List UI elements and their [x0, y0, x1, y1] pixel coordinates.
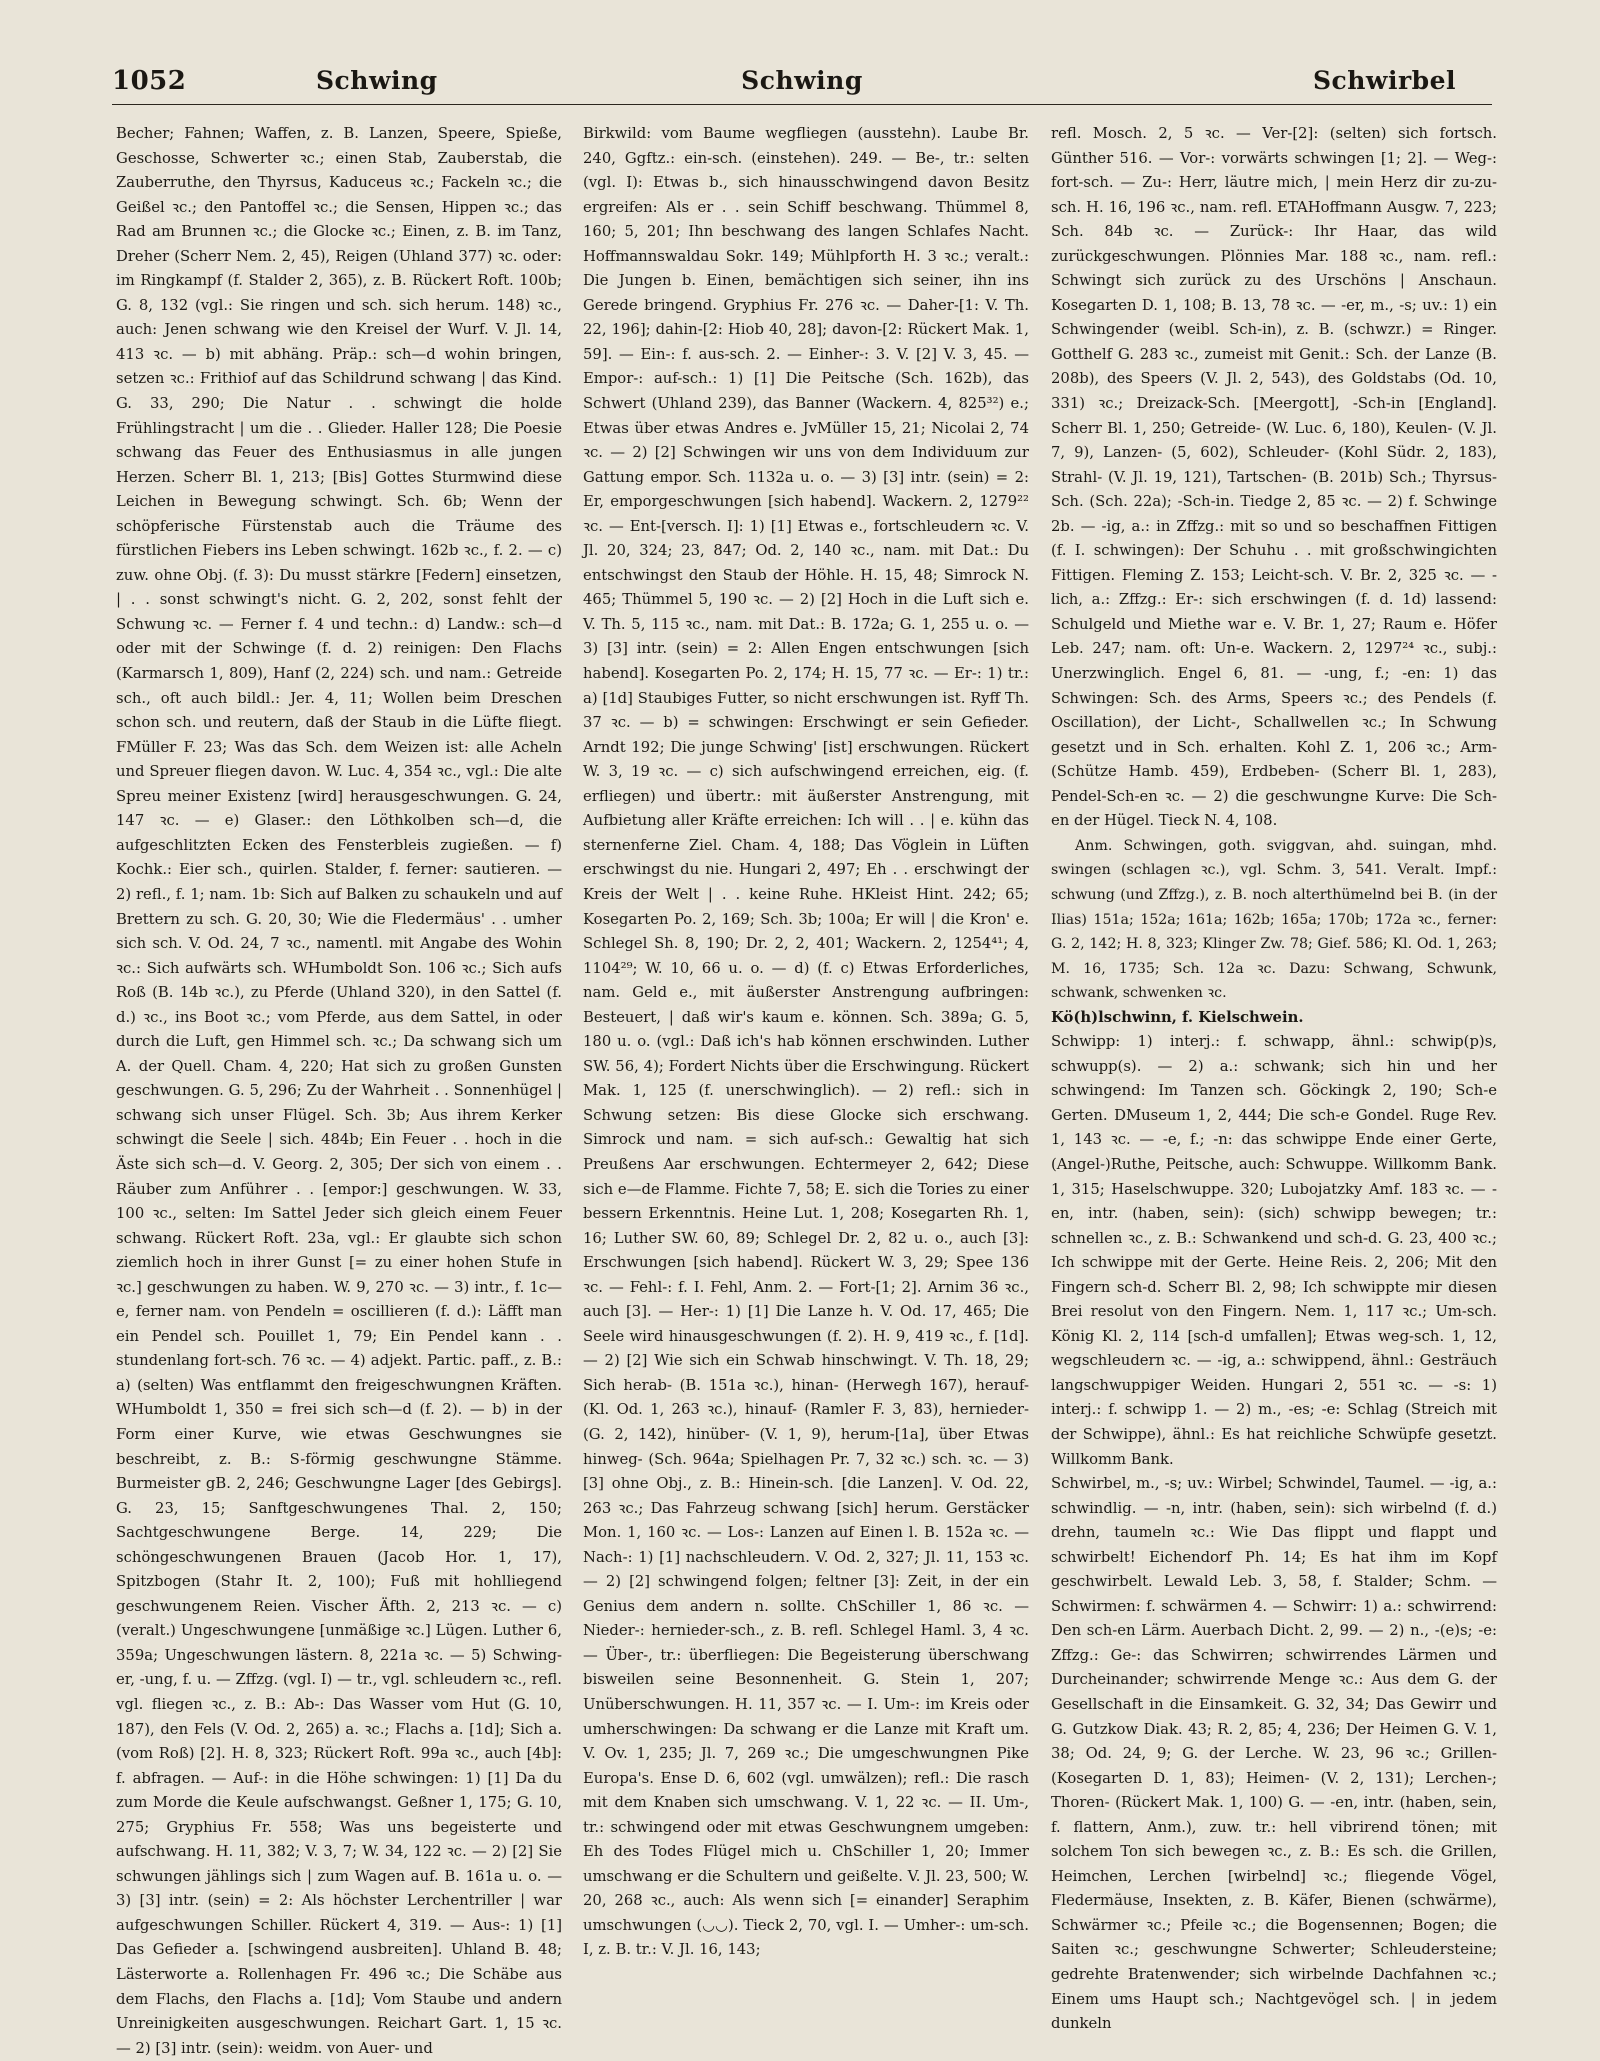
- column-3-entry-schwing-cont: refl. Mosch. 2, 5 ꝛc. — Ver-[2]: (selten) sich fortsch. Günther 516. — Vor-: vorwärts schwingen [1; 2]. — Weg-: fort-sch. — Zu-: Herr, läutre mich, | mein Herz dir zu-zu-sch. H. 16, 196 ꝛc., nam. refl. ETAHoffmann Ausgw. 7, 223; Sch. 84b ꝛc. — Zurück-: Ihr Haar, das wild zurückgeschwungen. Plönnies Mar. 188 ꝛc., nam. refl.: Schwingt sich zurück zu des Urschöns | Anschaun. Kosegarten D. 1, 108; B. 13, 78 ꝛc. — -er, m., -s; uv.: 1) ein Schwingender (weibl. Sch-in), z. B. (schwzr.) = Ringer. Gotthelf G. 283 ꝛc., zumeist mit Genit.: Sch. der Lanze (B. 208b), des Speers (V. Jl. 2, 543), des Goldstabs (Od. 10, 331) ꝛc.; Dreizack-Sch. [Meergott], -Sch-in [England]. Scherr Bl. 1, 250; Getreide- (W. Luc. 6, 180), Keulen- (V. Jl. 7, 9), Lanzen- (5, 602), Schleuder- (Kohl Südr. 2, 183), Strahl- (V. Jl. 19, 121), Tartschen- (B. 201b) Sch.; Thyrsus-Sch. (Sch. 22a); -Sch-in. Tiedge 2, 85 ꝛc. — 2) f. Schwinge 2b. — -ig, a.: in Zffzg.: mit so und so beschaffnen Fittigen (f. I. schwingen): Der Schuhu . . mit großschwingichten Fittigen. Fleming Z. 153; Leicht-sch. V. Br. 2, 325 ꝛc. — -lich, a.: Zffzg.: Er-: sich erschwingen (f. d. 1d) lassend: Schulgeld und Miethe war e. V. Br. 1, 27; Raum e. Höfer Leb. 247; nam. oft: Un-e. Wackern. 2, 1297²⁴ ꝛc., subj.: Unerzwinglich. Engel 6, 81. — -ung, f.; -en: 1) das Schwingen: Sch. des Arms, Speers ꝛc.; des Pendels (f. Oscillation), der Licht-, Schallwellen ꝛc.; In Schwung gesetzt und in Sch. erhalten. Kohl Z. 1, 206 ꝛc.; Arm- (Schütze Hamb. 459), Erdbeben- (Scherr Bl. 1, 283), Pendel-Sch-en ꝛc. — 2) die geschwungne Kurve: Die Sch-en der Hügel. Tieck N. 4, 108.: [1051, 125, 1497, 830]
- column-2: [583, 122, 1029, 2012]
- header-right-word: Schwirbel: [1312, 66, 1456, 95]
- column-1: [116, 122, 562, 2057]
- column-3: [1051, 122, 1497, 2033]
- column-3-entry-schwirbel: Schwirbel, m., -s; uv.: Wirbel; Schwindel, Taumel. — -ig, a.: schwindlig. — -n, intr. (haben, sein): sich wirbelnd (f. d.) drehn, taumeln ꝛc.: Wie Das flippt und flappt und schwirbelt! Eichendorf Ph. 14; Es hat ihm im Kopf geschwirbelt. Lewald Leb. 3, 58, f. Stalder; Schm. — Schwirmen: f. schwärmen 4. — Schwirr: 1) a.: schwirrend: Den sch-en Lärm. Auerbach Dicht. 2, 99. — 2) n., -(e)s; -e: Zffzg.: Ge-: das Schwirren; schwirrendes Lärmen und Durcheinander; schwirrende Menge ꝛc.: Aus dem G. der Gesellschaft in die Einsamkeit. G. 32, 34; Das Gewirr und G. Gutzkow Diak. 43; R. 2, 85; 4, 236; Der Heimen G. V. 1, 38; Od. 24, 9; G. der Lerche. W. 23, 96 ꝛc.; Grillen- (Kosegarten D. 1, 83); Heimen- (V. 2, 131); Lerchen-; Thoren- (Rückert Mak. 1, 100) G. — -en, intr. (haben, sein, f. flattern, Anm.), zuw. tr.: hell vibrirend tönen; mit solchem Ton sich bewegen ꝛc., z. B.: Es sch. die Grillen, Heimchen, Lerchen [wirbelnd] ꝛc.; fliegende Vögel, Fledermäuse, Insekten, z. B. Käfer, Bienen (schwärme), Schwärmer ꝛc.; Pfeile ꝛc.; die Bogensennen; Bogen; die Saiten ꝛc.; geschwungne Schwerter; Schleudersteine; gedrehte Bratenwender; sich wirbelnde Dachfahnen ꝛc.; Einem ums Haupt sch.; Nachtgevögel sch. | in jedem dunkeln: [1051, 1475, 1497, 2033]
- page-number: 1052: [112, 66, 187, 96]
- column-3-entry-koelschwinn: Kö(h)lschwinn, f. Kielschwein.: [1051, 1008, 1304, 1026]
- running-header: [112, 66, 1492, 100]
- column-2-text: Birkwild: vom Baume wegfliegen (ausstehn). Laube Br. 240, Ggftz.: ein-sch. (einstehen). 249. — Be-, tr.: selten (vgl. I): Etwas b., sich hinausschwingend davon Besitz ergreifen: Als er . . sein Schiff beschwang. Thümmel 8, 160; 5, 201; Ihn beschwang des langen Schlafes Nacht. Hoffmannswaldau Sokr. 149; Mühlpforth H. 3 ꝛc.; veralt.: Die Jungen b. Einen, bemächtigen sich seiner, ihn ins Gerede bringend. Gryphius Fr. 276 ꝛc. — Daher-[1: V. Th. 22, 196]; dahin-[2: Hiob 40, 28]; davon-[2: Rückert Mak. 1, 59]. — Ein-: f. aus-sch. 2. — Einher-: 3. V. [2] V. 3, 45. — Empor-: auf-sch.: 1) [1] Die Peitsche (Sch. 162b), das Schwert (Uhland 239), das Banner (Wackern. 4, 825³²) e.; Etwas über etwas Andres e. JvMüller 15, 21; Nicolai 2, 74 ꝛc. — 2) [2] Schwingen wir uns von dem Individuum zur Gattung empor. Sch. 1132a u. o. — 3) [3] intr. (sein) = 2: Er, emporgeschwungen [sich habend]. Wackern. 2, 1279²² ꝛc. — Ent-[versch. I]: 1) [1] Etwas e., fortschleudern ꝛc. V. Jl. 20, 324; 23, 847; Od. 2, 140 ꝛc., nam. mit Dat.: Du entschwingst den Staub der Höhle. H. 15, 48; Simrock N. 465; Thümmel 5, 190 ꝛc. — 2) [2] Hoch in die Luft sich e. V. Th. 5, 115 ꝛc., nam. mit Dat.: B. 172a; G. 1, 255 u. o. — 3) [3] intr. (sein) = 2: Allen Engen entschwungen [sich habend]. Kosegarten Po. 2, 174; H. 15, 77 ꝛc. — Er-: 1) tr.: a) [1d] Staubiges Futter, so nicht erschwungen ist. Ryff Th. 37 ꝛc. — b) = schwingen: Erschwingt er sein Gefieder. Arndt 192; Die junge Schwing' [ist] erschwungen. Rückert W. 3, 19 ꝛc. — c) sich aufschwingend erreichen, eig. (f. erfliegen) und übertr.: mit äußerster Anstrengung, mit Aufbietung aller Kräfte erreichen: Ich will . . | e. kühn das sternenferne Ziel. Cham. 4, 188; Das Vöglein in Lüften erschwingst du nie. Hungari 2, 497; Eh . . erschwingt der Kreis der Welt | . . keine Ruhe. HKleist Hint. 242; 65; Kosegarten Po. 2, 169; Sch. 3b; 100a; Er will | die Kron' e. Schlegel Sh. 8, 190; Dr. 2, 2, 401; Wackern. 2, 1254⁴¹; 4, 1104²⁹; W. 10, 66 u. o. — d) (f. c) Etwas Erforderliches, nam. Geld e., mit äußerster Anstrengung aufbringen: Besteuert, | daß wir's kaum e. können. Sch. 389a; G. 5, 180 u. o. (vgl.: Daß ich's hab können erschwinden. Luther SW. 56, 4); Fordert Nichts über die Erschwingung. Rückert Mak. 1, 125 (f. unerschwinglich). — 2) refl.: sich in Schwung setzen: Bis diese Glocke sich erschwang. Simrock und nam. = sich auf-sch.: Gewaltig hat sich Preußens Aar erschwungen. Echtermeyer 2, 642; Diese sich e—de Flamme. Fichte 7, 58; E. sich die Tories zu einer bessern Erkenntnis. Heine Lut. 1, 208; Kosegarten Rh. 1, 16; Luther SW. 60, 89; Schlegel Dr. 2, 82 u. o., auch [3]: Erschwungen [sich habend]. Rückert W. 3, 29; Spee 136 ꝛc. — Fehl-: f. I. Fehl, Anm. 2. — Fort-[1; 2]. Arnim 36 ꝛc., auch [3]. — Her-: 1) [1] Die Lanze h. V. Od. 17, 465; Die Seele wird hinausgeschwungen (f. 2). H. 9, 419 ꝛc., f. [1d]. — 2) [2] Wie sich ein Schwab hinschwingt. V. Th. 18, 29; Sich herab- (B. 151a ꝛc.), hinan- (Herwegh 167), herauf- (Kl. Od. 1, 263 ꝛc.), hinauf- (Ramler F. 3, 83), hernieder- (G. 2, 142), hinüber- (V. 1, 9), herum-[1a], über Etwas hinweg- (Sch. 964a; Spielhagen Pr. 7, 32 ꝛc.) sch. ꝛc. — 3) [3] ohne Obj., z. B.: Hinein-sch. [die Lanzen]. V. Od. 22, 263 ꝛc.; Das Fahrzeug schwang [sich] herum. Gerstäcker Mon. 1, 160 ꝛc. — Los-: Lanzen auf Einen l. B. 152a ꝛc. — Nach-: 1) [1] nachschleudern. V. Od. 2, 327; Jl. 11, 153 ꝛc. — 2) [2] schwingend folgen; feltner [3]: Zeit, in der ein Genius dem andern n. sollte. ChSchiller 1, 86 ꝛc. — Nieder-: hernieder-sch., z. B. refl. Schlegel Haml. 3, 4 ꝛc. — Über-, tr.: überfliegen: Die Begeisterung überschwang bisweilen seine Besonnenheit. G. Stein 1, 207; Unüberschwungen. H. 11, 357 ꝛc. — I. Um-: im Kreis oder umherschwingen: Da schwang er die Lanze mit Kraft um. V. Ov. 1, 235; Jl. 7, 269 ꝛc.; Die umgeschwungnen Pike Europa's. Ense D. 6, 602 (vgl. umwälzen); refl.: Die rasch mit dem Knaben sich umschwang. V. 1, 22 ꝛc. — II. Um-, tr.: schwingend oder mit etwas Geschwungnem umgeben: Eh des Todes Flügel mich u. ChSchiller 1, 20; Immer umschwang er die Schultern und geißelte. V. Jl. 23, 500; W. 20, 268 ꝛc., auch: Als wenn sich [= einander] Seraphim umschwungen (◡◡). Tieck 2, 70, vgl. I. — Umher-: um-sch. I, z. B. tr.: V. Jl. 16, 143;: [583, 125, 1029, 1959]
- header-left-word: Schwing: [316, 66, 438, 95]
- column-3-anm-note: Anm. Schwingen, goth. sviggvan, ahd. suingan, mhd. swingen (schlagen ꝛc.), vgl. Schm. 3, 541. Veralt. Impf.: schwung (und Zffzg.), z. B. noch alterthümelnd bei B. (in der Ilias) 151a; 152a; 161a; 162b; 165a; 170b; 172a ꝛc., ferner: G. 2, 142; H. 8, 323; Klinger Zw. 78; Gief. 586; Kl. Od. 1, 263; M. 16, 1735; Sch. 12a ꝛc. Dazu: Schwang, Schwunk, schwank, schwenken ꝛc.: [1051, 837, 1497, 1002]
- column-1-text: Becher; Fahnen; Waffen, z. B. Lanzen, Speere, Spieße, Geschosse, Schwerter ꝛc.; einen Stab, Zauberstab, die Zauberruthe, den Thyrsus, Kaduceus ꝛc.; Fackeln ꝛc.; die Geißel ꝛc.; den Pantoffel ꝛc.; die Sensen, Hippen ꝛc.; das Rad am Brunnen ꝛc.; die Glocke ꝛc.; Einen, z. B. im Tanz, Dreher (Scherr Nem. 2, 45), Reigen (Uhland 377) ꝛc. oder: im Ringkampf (f. Stalder 2, 365), z. B. Rückert Roft. 100b; G. 8, 132 (vgl.: Sie ringen und sch. sich herum. 148) ꝛc., auch: Jenen schwang wie den Kreisel der Wurf. V. Jl. 14, 413 ꝛc. — b) mit abhäng. Präp.: sch—d wohin bringen, setzen ꝛc.: Frithiof auf das Schildrund schwang | das Kind. G. 33, 290; Die Natur . . schwingt die holde Frühlingstracht | um die . . Glieder. Haller 128; Die Poesie schwang das Feuer des Enthusiasmus in alle jungen Herzen. Scherr Bl. 1, 213; [Bis] Gottes Sturmwind diese Leichen in Bewegung schwingt. Sch. 6b; Wenn der schöpferische Fürstenstab auch die Träume des fürstlichen Fiebers ins Leben schwingt. 162b ꝛc., f. 2. — c) zuw. ohne Obj. (f. 3): Du musst stärkre [Federn] einsetzen, | . . sonst schwingt's nicht. G. 2, 202, sonst fehlt der Schwung ꝛc. — Ferner f. 4 und techn.: d) Landw.: sch—d oder mit der Schwinge (f. d. 2) reinigen: Den Flachs (Karmarsch 1, 809), Hanf (2, 224) sch. und nam.: Getreide sch., oft auch bildl.: Jer. 4, 11; Wollen beim Dreschen schon sch. und reutern, daß der Staub in die Lüfte fliegt. FMüller F. 23; Was das Sch. dem Weizen ist: alle Acheln und Spreuer fliegen davon. W. Luc. 4, 354 ꝛc., vgl.: Die alte Spreu meiner Existenz [wird] herausgeschwungen. G. 24, 147 ꝛc. — e) Glaser.: den Löthkolben sch—d, die aufgeschlitzten Ecken des Fensterbleis zugießen. — f) Kochk.: Eier sch., quirlen. Stalder, f. ferner: sautieren. — 2) refl., f. 1; nam. 1b: Sich auf Balken zu schaukeln und auf Brettern zu sch. G. 20, 30; Wie die Fledermäus' . . umher sich sch. V. Od. 24, 7 ꝛc., namentl. mit Angabe des Wohin ꝛc.: Sich aufwärts sch. WHumboldt Son. 106 ꝛc.; Sich aufs Roß (B. 14b ꝛc.), zu Pferde (Uhland 320), in den Sattel (f. d.) ꝛc., ins Boot ꝛc.; vom Pferde, aus dem Sattel, in oder durch die Luft, gen Himmel sch. ꝛc.; Da schwang sich um A. der Quell. Cham. 4, 220; Hat sich zu großen Gunsten geschwungen. G. 5, 296; Zu der Wahrheit . . Sonnenhügel | schwang sich unser Flügel. Sch. 3b; Aus ihrem Kerker schwingt die Seele | sich. 484b; Ein Feuer . . hoch in die Äste sich sch—d. V. Georg. 2, 305; Der sich von einem . . Räuber zum Anführer . . [empor:] geschwungen. W. 33, 100 ꝛc., selten: Im Sattel Jeder sich gleich einem Feuer schwang. Rückert Roft. 23a, vgl.: Er glaubte sich schon ziemlich hoch in ihrer Gunst [= zu einer hohen Stufe in ꝛc.] geschwungen zu haben. W. 9, 270 ꝛc. — 3) intr., f. 1c—e, ferner nam. von Pendeln = oscillieren (f. d.): Läfft man ein Pendel sch. Pouillet 1, 79; Ein Pendel kann . . stundenlang fort-sch. 76 ꝛc. — 4) adjekt. Partic. paff., z. B.: a) (selten) Was entflammt den freigeschwungnen Kräften. WHumboldt 1, 350 = frei sich sch—d (f. 2). — b) in der Form einer Kurve, wie etwas Geschwungnes sie beschreibt, z. B.: S-förmig geschwungne Stämme. Burmeister gB. 2, 246; Geschwungne Lager [des Gebirgs]. G. 23, 15; Sanftgeschwungenes Thal. 2, 150; Sachtgeschwungene Berge. 14, 229; Die schöngeschwungenen Brauen (Jacob Hor. 1, 17), Spitzbogen (Stahr It. 2, 100); Fuß mit hohlliegend geschwungenem Reien. Vischer Äfth. 2, 213 ꝛc. — c) (veralt.) Ungeschwungene [unmäßige ꝛc.] Lügen. Luther 6, 359a; Ungeschwungen lästern. 8, 221a ꝛc. — 5) Schwing-er, -ung, f. u. — Zffzg. (vgl. I) — tr., vgl. schleudern ꝛc., refl. vgl. fliegen ꝛc., z. B.: Ab-: Das Wasser vom Hut (G. 10, 187), den Fels (V. Od. 2, 265) a. ꝛc.; Flachs a. [1d]; Sich a. (vom Roß) [2]. H. 8, 323; Rückert Roft. 99a ꝛc., auch [4b]: f. abfragen. — Auf-: in die Höhe schwingen: 1) [1] Da du zum Morde die Keule aufschwangst. Geßner 1, 175; G. 10, 275; Gryphius Fr. 558; Was uns begeisterte und aufschwang. H. 11, 382; V. 3, 7; W. 34, 122 ꝛc. — 2) [2] Sie schwungen jählings sich | zum Wagen auf. B. 161a u. o. — 3) [3] intr. (sein) = 2: Als höchster Lerchentriller | war aufgeschwungen Schiller. Rückert 4, 319. — Aus-: 1) [1] Das Gefieder a. [schwingend ausbreiten]. Uhland B. 48; Lästerworte a. Rollenhagen Fr. 496 ꝛc.; Die Schäbe aus dem Flachs, den Flachs a. [1d]; Vom Staube und andern Unreinigkeiten ausgeschwungen. Reichart Gart. 1, 15 ꝛc. — 2) [3] intr. (sein): weidm. von Auer- und: [116, 125, 562, 2057]
- header-center-word: Schwing: [741, 66, 863, 95]
- header-rule: [112, 104, 1492, 105]
- column-3-entry-schwipp: Schwipp: 1) interj.: f. schwapp, ähnl.: schwip(p)s, schwupp(s). — 2) a.: schwank; sich hin und her schwingend: Im Tanzen sch. Göckingk 2, 190; Sch-e Gerten. DMuseum 1, 2, 444; Die sch-e Gondel. Ruge Rev. 1, 143 ꝛc. — -e, f.; -n: das schwippe Ende einer Gerte, (Angel-)Ruthe, Peitsche, auch: Schwuppe. Willkomm Bank. 1, 315; Haselschwuppe. 320; Lubojatzky Amf. 183 ꝛc. — -en, intr. (haben, sein): (sich) schwipp bewegen; tr.: schnellen ꝛc., z. B.: Schwankend und sch-d. G. 23, 400 ꝛc.; Ich schwippe mit der Gerte. Heine Reis. 2, 206; Mit den Fingern sch-d. Scherr Bl. 2, 98; Ich schwippte mir diesen Brei resolut von den Fingern. Nem. 1, 117 ꝛc.; Um-sch. König Kl. 2, 114 [sch-d umfallen]; Etwas weg-sch. 1, 12, wegschleudern ꝛc. — -ig, a.: schwippend, ähnl.: Gesträuch langschwuppiger Weiden. Hungari 2, 551 ꝛc. — -s: 1) interj.: f. schwipp 1. — 2) m., -es; -e: Schlag (Streich mit der Schwippe), ähnl.: Es hat reichliche Schwüpfe gesetzt. Willkomm Bank.: [1051, 1033, 1497, 1468]
